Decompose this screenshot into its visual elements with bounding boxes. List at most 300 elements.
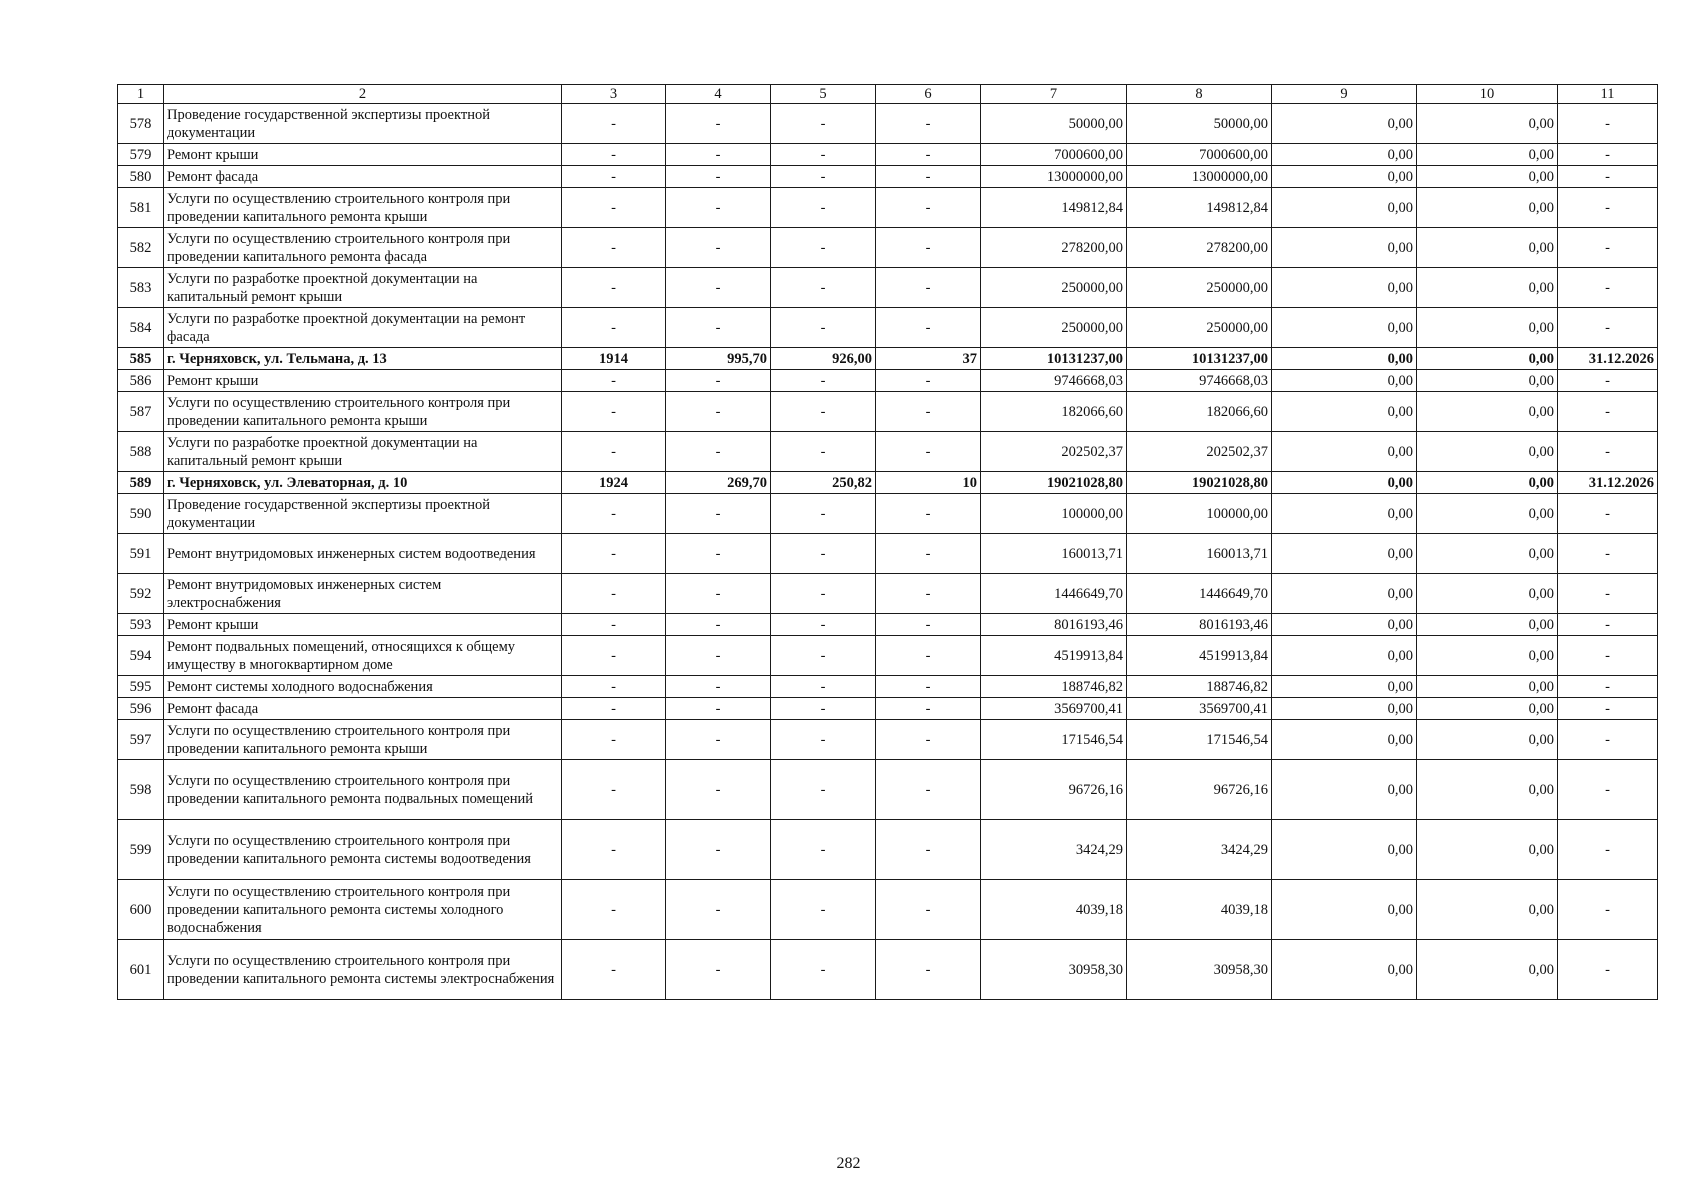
col-5-value: -: [771, 432, 876, 472]
col-7-amount: 4519913,84: [981, 636, 1127, 676]
col-9-amount: 0,00: [1272, 268, 1417, 308]
col-5-value: -: [771, 574, 876, 614]
col-11-value: -: [1558, 698, 1658, 720]
col-11-value: -: [1558, 820, 1658, 880]
col-8-amount: 7000600,00: [1127, 144, 1272, 166]
table-row: [118, 636, 1658, 676]
col-7-amount: 171546,54: [981, 720, 1127, 760]
col-6-value: -: [876, 370, 981, 392]
col-3-value: -: [562, 188, 666, 228]
col-8-amount: 171546,54: [1127, 720, 1272, 760]
col-7-amount: 250000,00: [981, 308, 1127, 348]
col-4-value: -: [666, 432, 771, 472]
work-description: Ремонт внутридомовых инженерных систем электроснабжения: [164, 574, 562, 614]
col-9-amount: 0,00: [1272, 698, 1417, 720]
row-number: 594: [118, 636, 164, 676]
col-4-value: -: [666, 144, 771, 166]
col-11-value: -: [1558, 144, 1658, 166]
col-4-value: -: [666, 880, 771, 940]
col-9-amount: 0,00: [1272, 636, 1417, 676]
col-4-value: -: [666, 676, 771, 698]
col-5-value: -: [771, 614, 876, 636]
col-8-amount: 188746,82: [1127, 676, 1272, 698]
column-header: 5: [771, 85, 876, 104]
table-row: [118, 880, 1658, 940]
col-5-value: -: [771, 636, 876, 676]
col-9-amount: 0,00: [1272, 574, 1417, 614]
work-description: Проведение государственной экспертизы проектной документации: [164, 494, 562, 534]
row-number: 592: [118, 574, 164, 614]
col-11-value: -: [1558, 308, 1658, 348]
col-6-value: -: [876, 760, 981, 820]
column-header: 9: [1272, 85, 1417, 104]
col-9-amount: 0,00: [1272, 472, 1417, 494]
col-5-value: -: [771, 104, 876, 144]
col-5-value: 250,82: [771, 472, 876, 494]
col-7-amount: 19021028,80: [981, 472, 1127, 494]
col-5-value: -: [771, 940, 876, 1000]
col-6-value: -: [876, 188, 981, 228]
col-3-value: -: [562, 370, 666, 392]
col-4-value: -: [666, 760, 771, 820]
row-number: 579: [118, 144, 164, 166]
col-7-amount: 160013,71: [981, 534, 1127, 574]
col-3-value: -: [562, 676, 666, 698]
col-10-amount: 0,00: [1417, 494, 1558, 534]
work-description: Услуги по осуществлению строительного контроля при проведении капитального ремонта крыши: [164, 392, 562, 432]
col-9-amount: 0,00: [1272, 308, 1417, 348]
col-6-value: -: [876, 820, 981, 880]
col-10-amount: 0,00: [1417, 104, 1558, 144]
work-description: Ремонт фасада: [164, 698, 562, 720]
col-9-amount: 0,00: [1272, 228, 1417, 268]
col-10-amount: 0,00: [1417, 166, 1558, 188]
column-header: 7: [981, 85, 1127, 104]
col-8-amount: 250000,00: [1127, 308, 1272, 348]
col-9-amount: 0,00: [1272, 432, 1417, 472]
col-6-value: -: [876, 144, 981, 166]
repair-works-table: [117, 84, 1658, 1000]
table-row: [118, 494, 1658, 534]
col-11-value: -: [1558, 432, 1658, 472]
col-10-amount: 0,00: [1417, 392, 1558, 432]
table-row: [118, 392, 1658, 432]
col-5-value: -: [771, 370, 876, 392]
col-3-value: -: [562, 574, 666, 614]
col-7-amount: 3569700,41: [981, 698, 1127, 720]
col-8-amount: 13000000,00: [1127, 166, 1272, 188]
work-description: г. Черняховск, ул. Элеваторная, д. 10: [164, 472, 562, 494]
col-11-value: -: [1558, 636, 1658, 676]
table-row: [118, 534, 1658, 574]
table-row: [118, 188, 1658, 228]
work-description: Услуги по осуществлению строительного контроля при проведении капитального ремонта системы холодного водоснабжения: [164, 880, 562, 940]
table-row: [118, 308, 1658, 348]
col-7-amount: 100000,00: [981, 494, 1127, 534]
col-8-amount: 1446649,70: [1127, 574, 1272, 614]
col-11-value: -: [1558, 574, 1658, 614]
col-3-value: -: [562, 268, 666, 308]
col-4-value: -: [666, 308, 771, 348]
col-10-amount: 0,00: [1417, 880, 1558, 940]
col-9-amount: 0,00: [1272, 676, 1417, 698]
col-8-amount: 160013,71: [1127, 534, 1272, 574]
col-6-value: -: [876, 880, 981, 940]
row-number: 595: [118, 676, 164, 698]
col-6-value: -: [876, 104, 981, 144]
col-10-amount: 0,00: [1417, 144, 1558, 166]
col-6-value: 37: [876, 348, 981, 370]
col-8-amount: 149812,84: [1127, 188, 1272, 228]
row-number: 593: [118, 614, 164, 636]
col-5-value: -: [771, 820, 876, 880]
col-3-value: -: [562, 432, 666, 472]
col-7-amount: 278200,00: [981, 228, 1127, 268]
table-row: [118, 144, 1658, 166]
row-number: 585: [118, 348, 164, 370]
column-header: 3: [562, 85, 666, 104]
col-7-amount: 30958,30: [981, 940, 1127, 1000]
row-number: 583: [118, 268, 164, 308]
col-10-amount: 0,00: [1417, 228, 1558, 268]
col-11-value: -: [1558, 188, 1658, 228]
col-6-value: -: [876, 228, 981, 268]
table-row: [118, 574, 1658, 614]
col-9-amount: 0,00: [1272, 880, 1417, 940]
col-4-value: -: [666, 534, 771, 574]
col-3-value: -: [562, 614, 666, 636]
col-9-amount: 0,00: [1272, 534, 1417, 574]
row-number: 581: [118, 188, 164, 228]
col-6-value: -: [876, 720, 981, 760]
col-7-amount: 1446649,70: [981, 574, 1127, 614]
work-description: Услуги по осуществлению строительного контроля при проведении капитального ремонта системы электроснабжения: [164, 940, 562, 1000]
col-6-value: -: [876, 268, 981, 308]
col-8-amount: 96726,16: [1127, 760, 1272, 820]
table-row: [118, 676, 1658, 698]
col-3-value: -: [562, 720, 666, 760]
col-3-value: 1924: [562, 472, 666, 494]
col-4-value: -: [666, 104, 771, 144]
row-number: 586: [118, 370, 164, 392]
table-row: [118, 166, 1658, 188]
col-4-value: -: [666, 574, 771, 614]
col-9-amount: 0,00: [1272, 188, 1417, 228]
col-8-amount: 250000,00: [1127, 268, 1272, 308]
document-sheet: [117, 84, 1657, 1000]
col-9-amount: 0,00: [1272, 940, 1417, 1000]
work-description: Проведение государственной экспертизы проектной документации: [164, 104, 562, 144]
table-row: [118, 268, 1658, 308]
col-11-value: -: [1558, 268, 1658, 308]
col-7-amount: 3424,29: [981, 820, 1127, 880]
col-8-amount: 202502,37: [1127, 432, 1272, 472]
work-description: г. Черняховск, ул. Тельмана, д. 13: [164, 348, 562, 370]
page-number: 282: [836, 1155, 861, 1172]
col-11-value: -: [1558, 940, 1658, 1000]
col-9-amount: 0,00: [1272, 760, 1417, 820]
row-number: 597: [118, 720, 164, 760]
col-10-amount: 0,00: [1417, 720, 1558, 760]
col-10-amount: 0,00: [1417, 370, 1558, 392]
col-11-value: -: [1558, 166, 1658, 188]
column-header: 11: [1558, 85, 1658, 104]
col-4-value: -: [666, 268, 771, 308]
col-3-value: -: [562, 820, 666, 880]
col-4-value: -: [666, 820, 771, 880]
column-header: 1: [118, 85, 164, 104]
col-5-value: -: [771, 392, 876, 432]
row-number: 596: [118, 698, 164, 720]
work-description: Услуги по разработке проектной документации на капитальный ремонт крыши: [164, 432, 562, 472]
col-4-value: -: [666, 370, 771, 392]
col-10-amount: 0,00: [1417, 636, 1558, 676]
work-description: Ремонт крыши: [164, 144, 562, 166]
col-11-value: -: [1558, 370, 1658, 392]
col-5-value: -: [771, 144, 876, 166]
col-9-amount: 0,00: [1272, 144, 1417, 166]
col-6-value: -: [876, 574, 981, 614]
col-8-amount: 30958,30: [1127, 940, 1272, 1000]
col-10-amount: 0,00: [1417, 614, 1558, 636]
row-number: 584: [118, 308, 164, 348]
col-7-amount: 8016193,46: [981, 614, 1127, 636]
col-8-amount: 3569700,41: [1127, 698, 1272, 720]
col-10-amount: 0,00: [1417, 820, 1558, 880]
table-row: [118, 760, 1658, 820]
address-row: [118, 472, 1658, 494]
col-6-value: 10: [876, 472, 981, 494]
col-6-value: -: [876, 534, 981, 574]
column-header: 6: [876, 85, 981, 104]
col-8-amount: 3424,29: [1127, 820, 1272, 880]
col-8-amount: 100000,00: [1127, 494, 1272, 534]
table-row: [118, 370, 1658, 392]
col-4-value: -: [666, 698, 771, 720]
col-9-amount: 0,00: [1272, 166, 1417, 188]
col-3-value: -: [562, 392, 666, 432]
col-4-value: -: [666, 188, 771, 228]
col-11-value: -: [1558, 494, 1658, 534]
col-3-value: -: [562, 534, 666, 574]
col-4-value: -: [666, 940, 771, 1000]
col-10-amount: 0,00: [1417, 676, 1558, 698]
row-number: 601: [118, 940, 164, 1000]
col-10-amount: 0,00: [1417, 432, 1558, 472]
col-8-amount: 278200,00: [1127, 228, 1272, 268]
col-3-value: -: [562, 636, 666, 676]
col-8-amount: 50000,00: [1127, 104, 1272, 144]
col-9-amount: 0,00: [1272, 104, 1417, 144]
col-11-value: -: [1558, 392, 1658, 432]
col-5-value: -: [771, 268, 876, 308]
row-number: 589: [118, 472, 164, 494]
column-number-header-row: [118, 85, 1658, 104]
col-5-value: -: [771, 698, 876, 720]
col-11-value: -: [1558, 534, 1658, 574]
col-7-amount: 96726,16: [981, 760, 1127, 820]
table-row: [118, 614, 1658, 636]
col-10-amount: 0,00: [1417, 760, 1558, 820]
table-row: [118, 940, 1658, 1000]
col-10-amount: 0,00: [1417, 940, 1558, 1000]
col-5-value: 926,00: [771, 348, 876, 370]
col-4-value: -: [666, 720, 771, 760]
col-7-amount: 7000600,00: [981, 144, 1127, 166]
col-11-value: -: [1558, 676, 1658, 698]
col-5-value: -: [771, 494, 876, 534]
col-6-value: -: [876, 166, 981, 188]
col-11-value: -: [1558, 614, 1658, 636]
col-10-amount: 0,00: [1417, 472, 1558, 494]
col-3-value: -: [562, 308, 666, 348]
col-3-value: -: [562, 144, 666, 166]
col-8-amount: 4519913,84: [1127, 636, 1272, 676]
row-number: 587: [118, 392, 164, 432]
col-5-value: -: [771, 676, 876, 698]
col-11-value: -: [1558, 760, 1658, 820]
work-description: Ремонт крыши: [164, 370, 562, 392]
row-number: 599: [118, 820, 164, 880]
col-5-value: -: [771, 760, 876, 820]
col-8-amount: 4039,18: [1127, 880, 1272, 940]
col-6-value: -: [876, 636, 981, 676]
col-3-value: -: [562, 166, 666, 188]
col-5-value: -: [771, 534, 876, 574]
table-row: [118, 820, 1658, 880]
row-number: 598: [118, 760, 164, 820]
table-row: [118, 228, 1658, 268]
work-description: Ремонт фасада: [164, 166, 562, 188]
col-9-amount: 0,00: [1272, 720, 1417, 760]
col-8-amount: 9746668,03: [1127, 370, 1272, 392]
col-9-amount: 0,00: [1272, 614, 1417, 636]
col-7-amount: 10131237,00: [981, 348, 1127, 370]
col-6-value: -: [876, 940, 981, 1000]
column-header: 10: [1417, 85, 1558, 104]
col-7-amount: 13000000,00: [981, 166, 1127, 188]
col-3-value: -: [562, 760, 666, 820]
col-10-amount: 0,00: [1417, 574, 1558, 614]
col-11-value: -: [1558, 104, 1658, 144]
column-header: 4: [666, 85, 771, 104]
col-5-value: -: [771, 228, 876, 268]
col-10-amount: 0,00: [1417, 698, 1558, 720]
col-3-value: 1914: [562, 348, 666, 370]
work-description: Ремонт крыши: [164, 614, 562, 636]
col-6-value: -: [876, 614, 981, 636]
table-row: [118, 720, 1658, 760]
row-number: 582: [118, 228, 164, 268]
col-11-value: -: [1558, 880, 1658, 940]
col-10-amount: 0,00: [1417, 534, 1558, 574]
col-10-amount: 0,00: [1417, 188, 1558, 228]
col-9-amount: 0,00: [1272, 348, 1417, 370]
col-11-value: 31.12.2026: [1558, 348, 1658, 370]
col-9-amount: 0,00: [1272, 370, 1417, 392]
col-5-value: -: [771, 166, 876, 188]
col-4-value: 269,70: [666, 472, 771, 494]
col-10-amount: 0,00: [1417, 308, 1558, 348]
col-6-value: -: [876, 308, 981, 348]
col-5-value: -: [771, 880, 876, 940]
col-5-value: -: [771, 188, 876, 228]
table-row: [118, 698, 1658, 720]
col-6-value: -: [876, 432, 981, 472]
col-6-value: -: [876, 494, 981, 534]
col-7-amount: 4039,18: [981, 880, 1127, 940]
col-4-value: -: [666, 494, 771, 534]
col-8-amount: 19021028,80: [1127, 472, 1272, 494]
work-description: Услуги по осуществлению строительного контроля при проведении капитального ремонта фасада: [164, 228, 562, 268]
col-9-amount: 0,00: [1272, 494, 1417, 534]
row-number: 588: [118, 432, 164, 472]
col-8-amount: 8016193,46: [1127, 614, 1272, 636]
work-description: Услуги по разработке проектной документации на ремонт фасада: [164, 308, 562, 348]
col-9-amount: 0,00: [1272, 392, 1417, 432]
col-7-amount: 9746668,03: [981, 370, 1127, 392]
col-4-value: 995,70: [666, 348, 771, 370]
col-7-amount: 188746,82: [981, 676, 1127, 698]
work-description: Услуги по осуществлению строительного контроля при проведении капитального ремонта подвальных помещений: [164, 760, 562, 820]
col-9-amount: 0,00: [1272, 820, 1417, 880]
col-3-value: -: [562, 880, 666, 940]
col-11-value: 31.12.2026: [1558, 472, 1658, 494]
col-7-amount: 50000,00: [981, 104, 1127, 144]
col-11-value: -: [1558, 720, 1658, 760]
col-5-value: -: [771, 720, 876, 760]
col-3-value: -: [562, 228, 666, 268]
work-description: Услуги по разработке проектной документации на капитальный ремонт крыши: [164, 268, 562, 308]
work-description: Ремонт подвальных помещений, относящихся к общему имуществу в многоквартирном доме: [164, 636, 562, 676]
work-description: Услуги по осуществлению строительного контроля при проведении капитального ремонта системы водоотведения: [164, 820, 562, 880]
col-7-amount: 182066,60: [981, 392, 1127, 432]
col-5-value: -: [771, 308, 876, 348]
address-row: [118, 348, 1658, 370]
table-row: [118, 104, 1658, 144]
col-4-value: -: [666, 636, 771, 676]
col-11-value: -: [1558, 228, 1658, 268]
work-description: Ремонт системы холодного водоснабжения: [164, 676, 562, 698]
col-10-amount: 0,00: [1417, 268, 1558, 308]
col-6-value: -: [876, 698, 981, 720]
col-4-value: -: [666, 614, 771, 636]
col-10-amount: 0,00: [1417, 348, 1558, 370]
row-number: 590: [118, 494, 164, 534]
column-header: 8: [1127, 85, 1272, 104]
table-body: [118, 104, 1658, 1000]
row-number: 600: [118, 880, 164, 940]
column-header: 2: [164, 85, 562, 104]
col-3-value: -: [562, 698, 666, 720]
row-number: 591: [118, 534, 164, 574]
col-8-amount: 182066,60: [1127, 392, 1272, 432]
col-3-value: -: [562, 494, 666, 534]
col-4-value: -: [666, 392, 771, 432]
col-7-amount: 149812,84: [981, 188, 1127, 228]
work-description: Услуги по осуществлению строительного контроля при проведении капитального ремонта крыши: [164, 188, 562, 228]
col-3-value: -: [562, 104, 666, 144]
col-4-value: -: [666, 228, 771, 268]
col-6-value: -: [876, 676, 981, 698]
row-number: 580: [118, 166, 164, 188]
work-description: Ремонт внутридомовых инженерных систем водоотведения: [164, 534, 562, 574]
work-description: Услуги по осуществлению строительного контроля при проведении капитального ремонта крыши: [164, 720, 562, 760]
col-4-value: -: [666, 166, 771, 188]
row-number: 578: [118, 104, 164, 144]
col-3-value: -: [562, 940, 666, 1000]
col-6-value: -: [876, 392, 981, 432]
